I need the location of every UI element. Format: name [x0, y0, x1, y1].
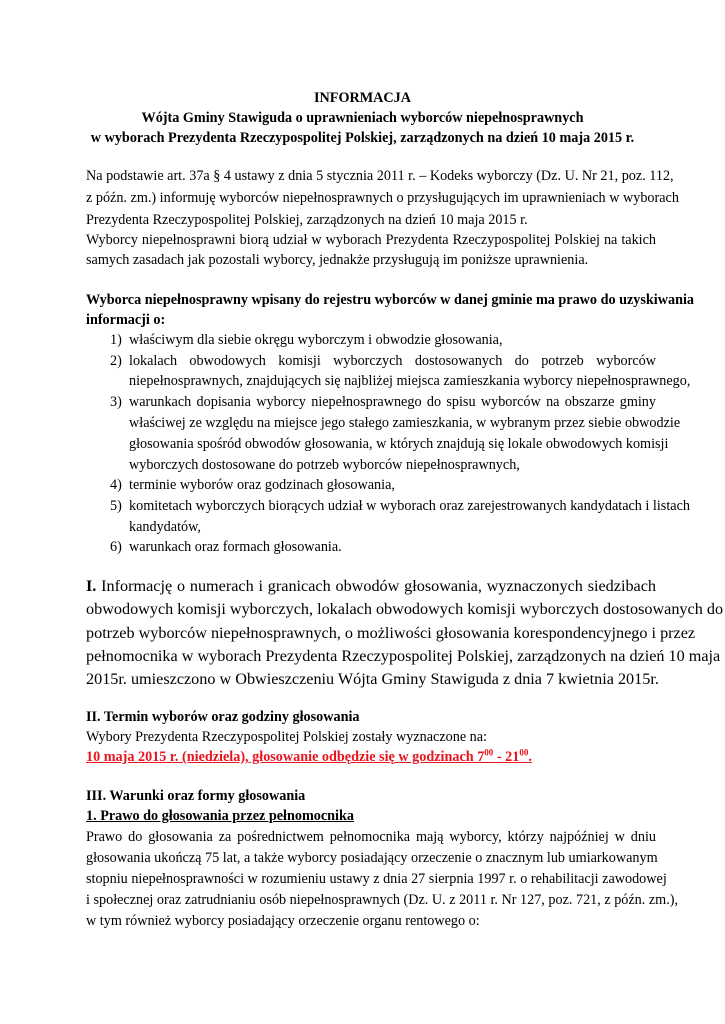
intro-line: Wyborcy niepełnosprawni biorą udział w wyborach Prezydenta Rzeczypospolitej Polskiej na takich: [86, 232, 656, 248]
list-number: 6): [110, 539, 122, 555]
list-item: komitetach wyborczych biorących udział w wyborach oraz zarejestrowanych kandydatach i listach: [129, 498, 690, 514]
document-subtitle-line-2: w wyborach Prezydenta Rzeczypospolitej Polskiej, zarządzonych na dzień 10 maja 2015 r.: [90, 130, 635, 146]
list-item: lokalach obwodowych komisji wyborczych dostosowanych do potrzeb wyborców: [129, 353, 656, 369]
section-1-line: [86, 575, 656, 597]
list-item: warunkach dopisania wyborcy niepełnosprawnego do spisu wyborców na obszarze gminy: [129, 394, 656, 410]
section-3-line: głosowania ukończą 75 lat, a także wyborcy posiadający orzeczenie o znacznym lub umiarkowanym: [86, 850, 658, 866]
section-3-subheading: 1. Prawo do głosowania przez pełnomocnika: [86, 808, 354, 824]
section-1-numeral: I.: [86, 577, 97, 595]
info-heading-line: informacji o:: [86, 312, 166, 328]
section-3-heading: III. Warunki oraz formy głosowania: [86, 788, 306, 804]
document-header: [0, 88, 725, 148]
list-item: niepełnosprawnych, znajdujących się najbliżej miejsca zamieszkania wyborcy niepełnosprawnego,: [129, 373, 691, 389]
list-item: warunkach oraz formach głosowania.: [129, 539, 342, 555]
section-3-line: i społecznej oraz zatrudnianiu osób niepełnosprawnych (Dz. U. z 2011 r. Nr 127, poz. 721, z późn. zm.),: [86, 892, 679, 908]
list-number: 2): [110, 353, 122, 369]
section-1-line: pełnomocnika w wyborach Prezydenta Rzeczypospolitej Polskiej, zarządzonych na dzień 10 maja: [86, 647, 721, 665]
list-number: 4): [110, 477, 122, 493]
section-2-text: Wybory Prezydenta Rzeczypospolitej Polskiej zostały wyznaczone na:: [86, 729, 487, 745]
voting-end-minutes: 00: [519, 747, 529, 758]
voting-date-highlight: [86, 747, 656, 767]
info-heading-line: Wyborca niepełnosprawny wpisany do rejestru wyborców w danej gminie ma prawo do uzyskiwania: [86, 292, 695, 308]
voting-date-end: .: [528, 749, 532, 765]
list-item: terminie wyborów oraz godzinach głosowania,: [129, 477, 395, 493]
section-3-line: w tym również wyborcy posiadający orzeczenie organu rentowego o:: [86, 913, 480, 929]
section-2-heading: II. Termin wyborów oraz godziny głosowania: [86, 709, 360, 725]
section-1-line: 2015r. umieszczono w Obwieszczeniu Wójta Gminy Stawiguda z dnia 7 kwietnia 2015r.: [86, 670, 659, 688]
section-1-text: Informację o numerach i granicach obwodów głosowania, wyznaczonych siedzibach: [101, 577, 657, 595]
section-1-line: obwodowych komisji wyborczych, lokalach obwodowych komisji wyborczych dostosowanych do: [86, 600, 724, 618]
list-item: właściwym dla siebie okręgu wyborczym i obwodzie głosowania,: [129, 332, 503, 348]
list-item: właściwej ze względu na miejsce jego stałego zamieszkania, w wybranym przez siebie obwodzie: [129, 415, 681, 431]
section-3-line: stopniu niepełnosprawności w rozumieniu ustawy z dnia 27 sierpnia 1997 r. o rehabilitacji zawodowej: [86, 871, 667, 887]
section-3-line: Prawo do głosowania za pośrednictwem pełnomocnika mają wyborcy, którzy najpóźniej w dniu: [86, 829, 656, 845]
voting-end-hour: - 21: [493, 749, 520, 765]
list-number: 5): [110, 498, 122, 514]
list-item: wyborczych dostosowane do potrzeb wyborców niepełnosprawnych,: [129, 457, 520, 473]
voting-start-minutes: 00: [484, 747, 494, 758]
voting-date-text: 10 maja 2015 r. (niedziela), głosowanie odbędzie się w godzinach 7: [86, 749, 485, 765]
intro-line: Prezydenta Rzeczypospolitej Polskiej, zarządzonych na dzień 10 maja 2015 r.: [86, 212, 528, 228]
intro-line: samych zasadach jak pozostali wyborcy, jednakże przysługują im poniższe uprawnienia.: [86, 252, 589, 268]
section-1-line: potrzeb wyborców niepełnosprawnych, o możliwości głosowania korespondencyjnego i przez: [86, 624, 696, 642]
list-item: głosowania spośród obwodów głosowania, w których znajdują się lokale obwodowych komisji: [129, 436, 669, 452]
intro-line: Na podstawie art. 37a § 4 ustawy z dnia 5 stycznia 2011 r. – Kodeks wyborczy (Dz. U. Nr 21, poz. 112,: [86, 168, 674, 184]
list-item: kandydatów,: [129, 519, 201, 535]
list-number: 3): [110, 394, 122, 410]
intro-line: z późn. zm.) informuję wyborców niepełnosprawnych o przysługujących im uprawnieniach w wyborach: [86, 190, 679, 206]
list-number: 1): [110, 332, 122, 348]
document-subtitle-line-1: Wójta Gminy Stawiguda o uprawnieniach wyborców niepełnosprawnych: [141, 110, 584, 126]
document-title: INFORMACJA: [314, 90, 411, 106]
